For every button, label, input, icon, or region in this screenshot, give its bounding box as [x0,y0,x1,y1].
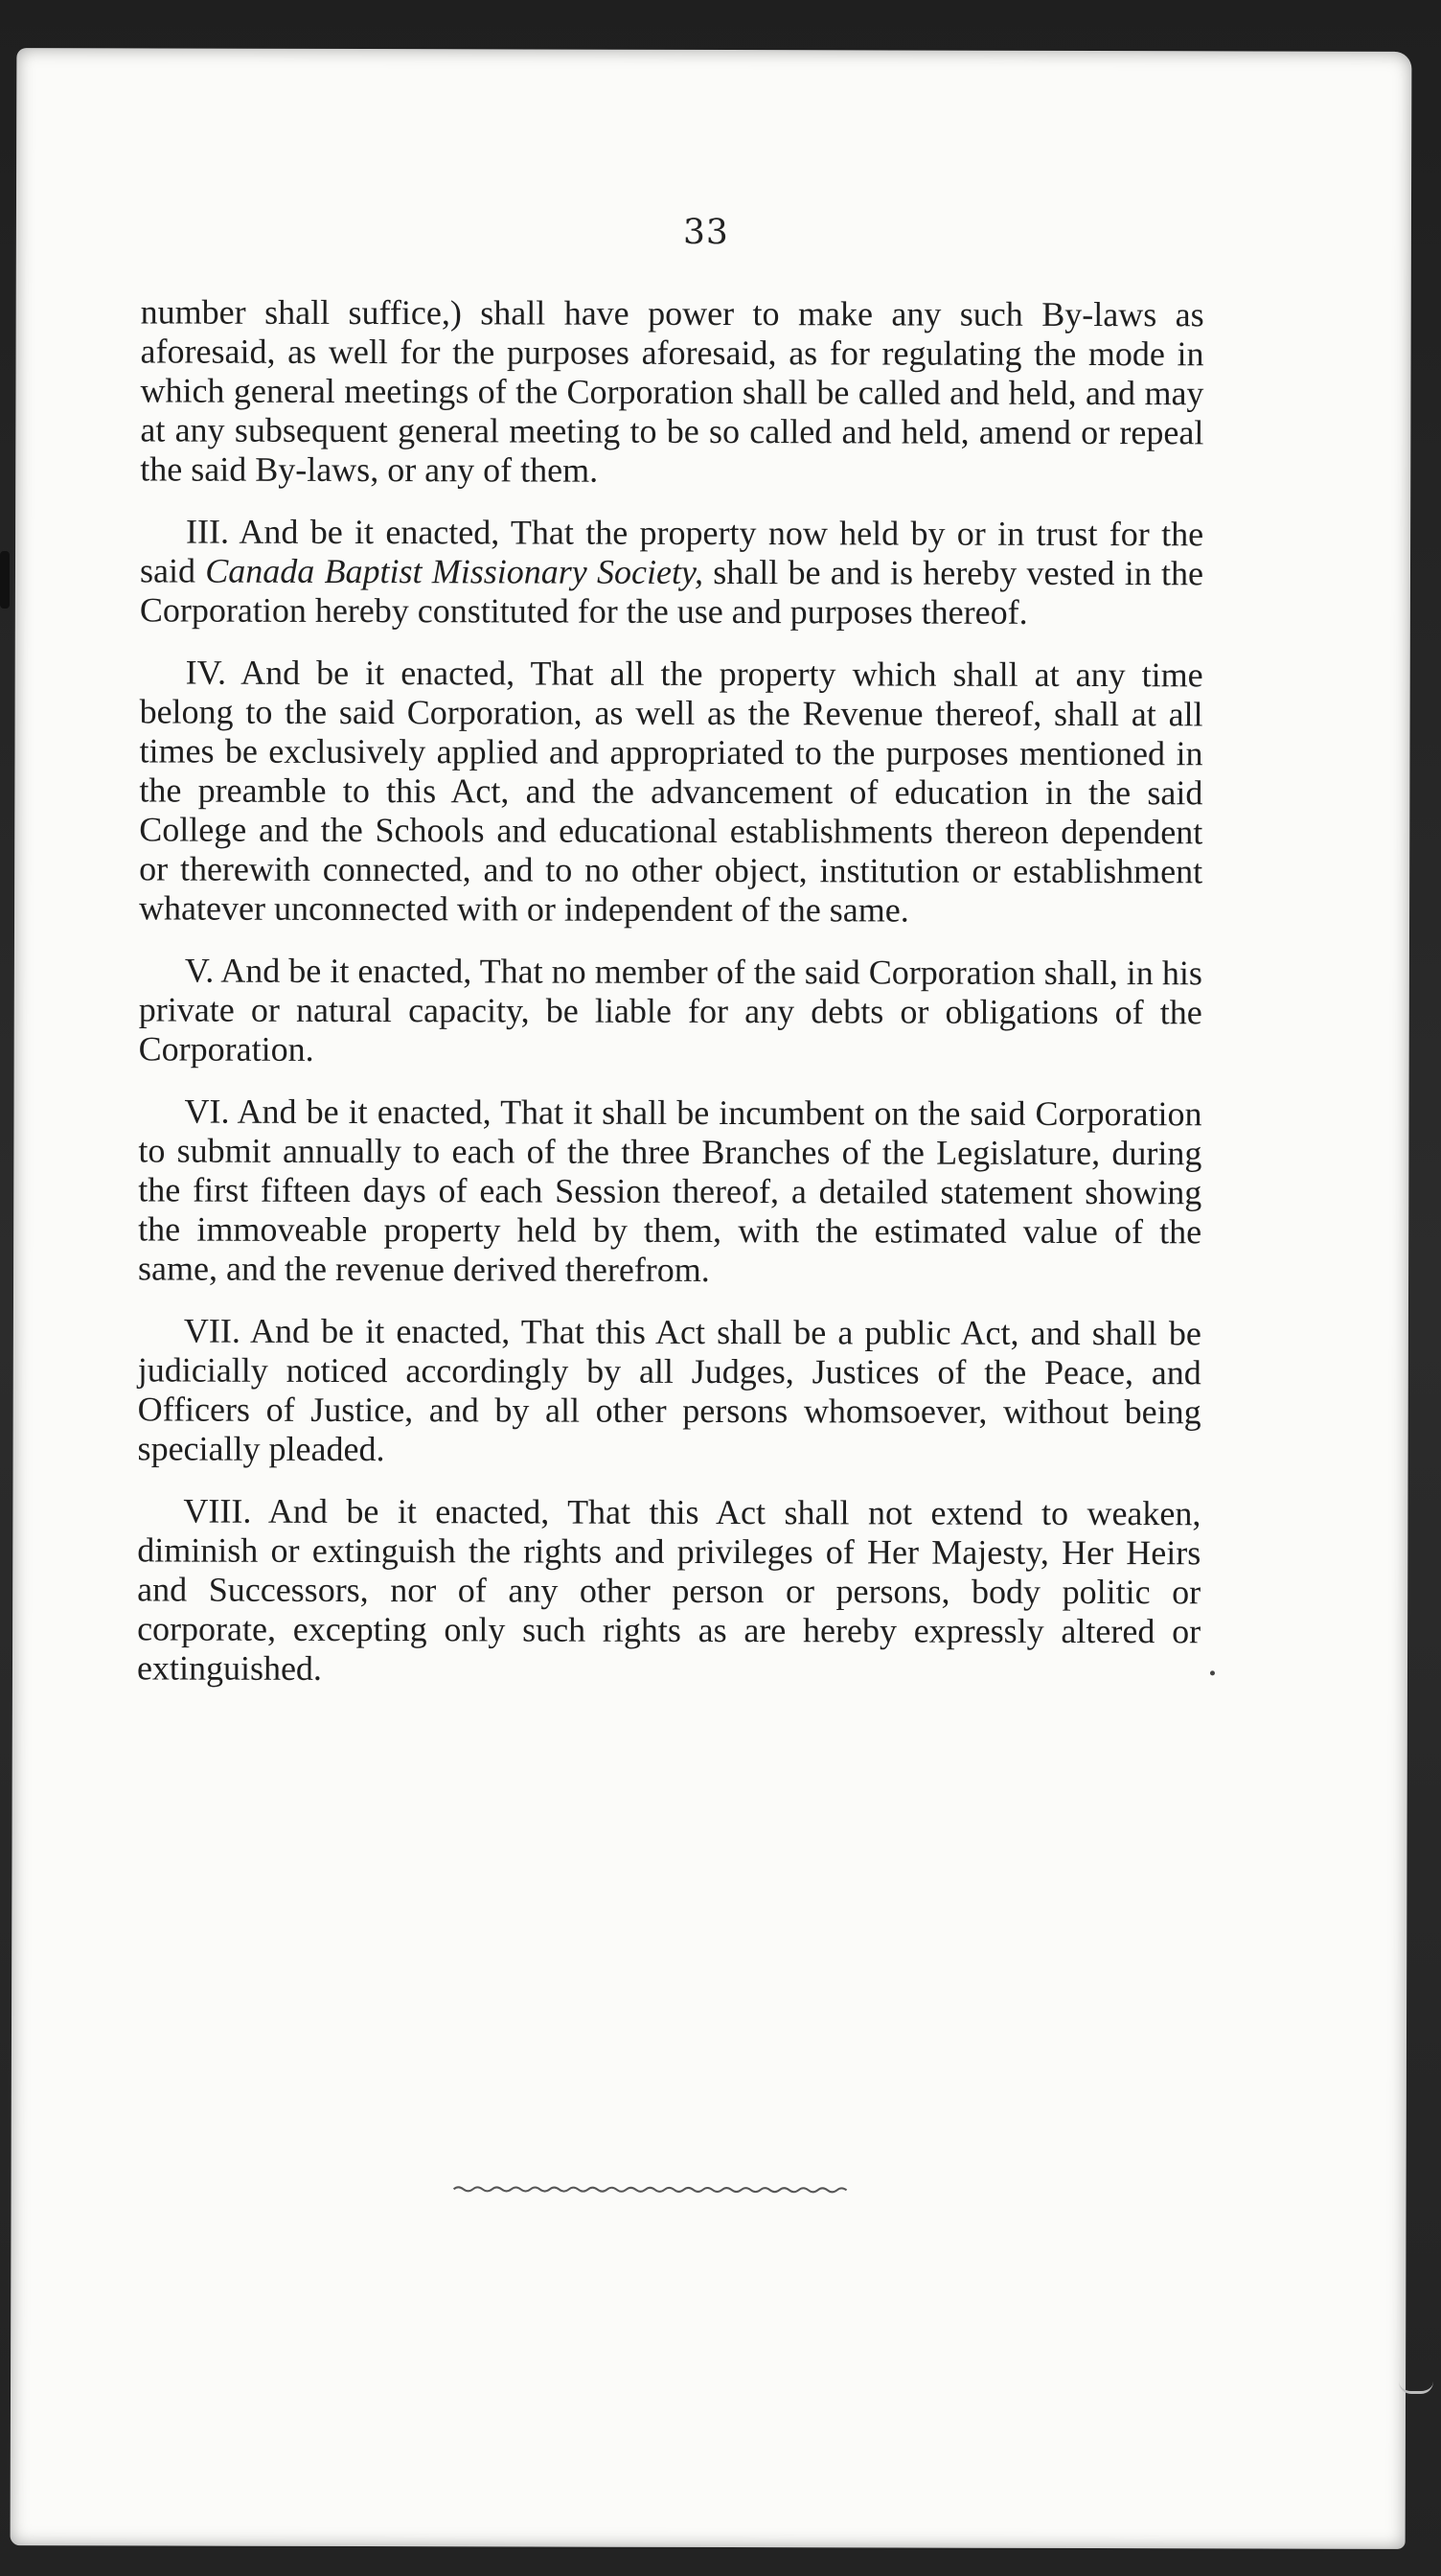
section-iii-text-before: III. And be it enacted, That the property now held by or in trust for the said [139,512,1204,590]
paragraph-section-v: V. And be it enacted, That no member of the said Corporation shall, in his private or natural capacity, be liable for any debts or obligations of the Corporation. [138,951,1202,1069]
ornament-rule [452,2184,855,2195]
paragraph-section-iv: IV. And be it enacted, That all the property which shall at any time belong to the said Corporation, as well as the Revenue thereof, shall at all times be exclusively applied and appropriated to the purposes mentioned in the preamble to this Act, and the advancement of education in the said College and the Schools and educational establishments thereon dependent or therewith connected, and to no other object, institution or establishment whatever unconnected with or independent of the same. [139,653,1203,930]
document-page [11,48,1412,2549]
section-iii-text-after: shall be and is hereby vested in the Corporation hereby constituted for the use and purposes thereof. [139,552,1204,632]
paragraph-section-viii: VIII. And be it enacted, That this Act shall not extend to weaken, diminish or extinguish the rights and privileges of Her Majesty, Her Heirs and Successors, nor of any other person or persons, body politic or corporate, excepting only such rights as are hereby expressly altered or extinguished. [136,1491,1201,1688]
paper-speck [1210,1670,1215,1675]
paragraph-section-vi: VI. And be it enacted, That it shall be incumbent on the said Corporation to submit annually to each of the three Branches of the Legislature, during the first fifteen days of each Session thereof, a detailed statement showing the immoveable property held by them, with the estimated value of the same, and the revenue derived therefrom. [138,1092,1202,1289]
paragraph-continuation: number shall suffice,) shall have power to make any such By-laws as aforesaid, as well for the purposes aforesaid, as for regulating the mode in which general meetings of the Corporation shall be called and held, and may at any subsequent general meeting to be so called and held, amend or repeal the said By-laws, or any of them. [140,292,1204,490]
page-number: 33 [682,212,729,253]
body-text [137,292,1204,1714]
paragraph-section-iii [140,512,1203,632]
binding-edge-mark [0,551,10,609]
paragraph-section-vii: VII. And be it enacted, That this Act shall be a public Act, and shall be judicially noticed accordingly by all Judges, Justices of the Peace, and Officers of Justice, and by all other persons whomsoever, without being specially pleaded. [137,1311,1201,1469]
section-iii-society-name: Canada Baptist Missionary Society, [205,551,704,591]
